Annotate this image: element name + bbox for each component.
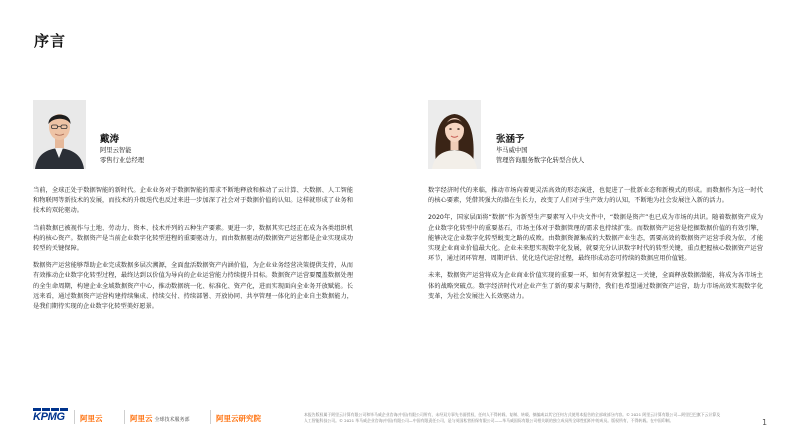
alibaba-cloud-research-logo: 阿里云研究院 (216, 414, 261, 423)
kpmg-logo: KPMG (33, 411, 65, 423)
author-photo-dai-tao (33, 100, 86, 169)
paragraph: 数据资产运营能够帮助企业完成数据多层次溯源，全面盘活数据资产内涵价值，为企业业务经营决策提供支持，从而有效推动企业数字化转型过程，最终达到以价值为导向的企业运营能力持续提升目标。数据资产运营要覆盖数据处理的全生命周期，构建企业全域数据资产中心，推动数据统一化、标准化、资产化，进而实现面向全业务开放赋能。长远来看，通过数据资产运营构建持续集成、持续交付、持续部署、开放协同、共享管理一体化的企业自主数据能力，是我们期待实现的企业数字化转型美好愿景。 (33, 262, 353, 311)
logo-divider (74, 410, 75, 424)
author-role: 管理咨询服务数字化转型合伙人 (496, 157, 585, 164)
author-organization: 阿里云智能 (100, 147, 132, 154)
portrait-man-icon (33, 100, 86, 169)
paragraph: 当前，全球正处于数据智能的新时代。企业业务对于数据智能的需求不断地释放和推动了云计算、大数据、人工智能和物联网等新技术的发展，而技术的升级迭代也反过来进一步加深了社会对于数据价值的认知。这样就形成了业务和技术的双轮驱动。 (33, 187, 353, 215)
author-photo-zhang-hanyu (428, 100, 481, 169)
logo-divider (124, 410, 125, 424)
copyright-disclaimer: 本报告版权属于阿里云计算有限公司和毕马威企业咨询(中国)有限公司所有，未经双方事先书面授权，任何人不得转载、复制、转载、摘编或以其它任何方式使用本报告的全部或部分内容。© 2021 阿里云计算有限公司—阿里巴巴旗下云计算及人工智能科技公司。© 2021 毕马威企业咨询(中国)有限公司—中国有限责任公司，是与英国私营担保有限公司——毕马威国际有限公司相关联的独立成员所全球性组织中的成员。版权所有，不得转载。在中国印制。 (304, 412, 721, 423)
logo-text: 阿里云 (130, 414, 153, 423)
author-role: 零售行业总经理 (100, 157, 145, 164)
page-footer (0, 404, 793, 446)
alibaba-cloud-logo: 阿里云 (80, 414, 103, 423)
author-name: 戴涛 (100, 134, 120, 145)
preface-right-column (428, 186, 763, 309)
paragraph: 数字经济时代的来临，推动市场向着更灵活高效的形态演进，也促进了一批新业态和新模式的形成。而数据作为这一时代的核心要素，凭借其强大的潜在生长力，改变了人们对于生产效力的认知，不断地为社会发展注入新的活力。 (428, 187, 763, 205)
portrait-woman-icon (428, 100, 481, 169)
author-name: 张涵予 (496, 134, 525, 145)
page-number: 1 (762, 418, 768, 427)
paragraph: 2020年，国家层面将“数据”作为新型生产要素写入中央文件中，“数据是资产”也已成为市场的共识。随着数据资产成为企业数字化转型中的重要基石，市场主体对于数据管理的需求也持续扩张。而数据资产运营是挖掘数据价值的有效引擎，能够决定企业数字化转型蜕变之路的成败。由数据资源集成的大数据产业生态，需要高效的数据资产运营手段为依，才能实现企业商业价值最大化。企业未来想实现数字化发展，就要充分认识数字时代的转型关键，重点把握核心数据资产运营环节，通过闭环管理、周期评估、优化迭代运营过程，最终形成动态可持续的数据应用价值链。 (428, 214, 763, 263)
alibaba-cloud-service-logo (130, 413, 190, 424)
paragraph: 未来，数据资产运营将成为企业商业价值实现的重要一环，如何有效掌握这一关键，全面释放数据潜能，将成为各市场主体的战略突破点。数字经济时代对企业产生了新的要求与期待，我们也希望通过数据资产运营，助力市场高效实现数字化变革，为社会发展注入长效驱动力。 (428, 272, 763, 300)
logo-subtext: 全球技术服务部 (154, 417, 190, 423)
preface-left-column (33, 186, 353, 319)
logo-divider (210, 410, 211, 424)
paragraph: 当前数据已被视作与土地、劳动力、资本、技术并列的五种生产要素。更进一步，数据其实已经正在成为各类组织机构的核心资产。数据资产是当前企业数字化转型进程的重要驱动力，而由数据驱动的数据资产运营都是企业实现成功转型的关键保障。 (33, 224, 353, 253)
author-organization: 毕马威中国 (496, 147, 528, 154)
page-title: 序言 (34, 32, 67, 50)
